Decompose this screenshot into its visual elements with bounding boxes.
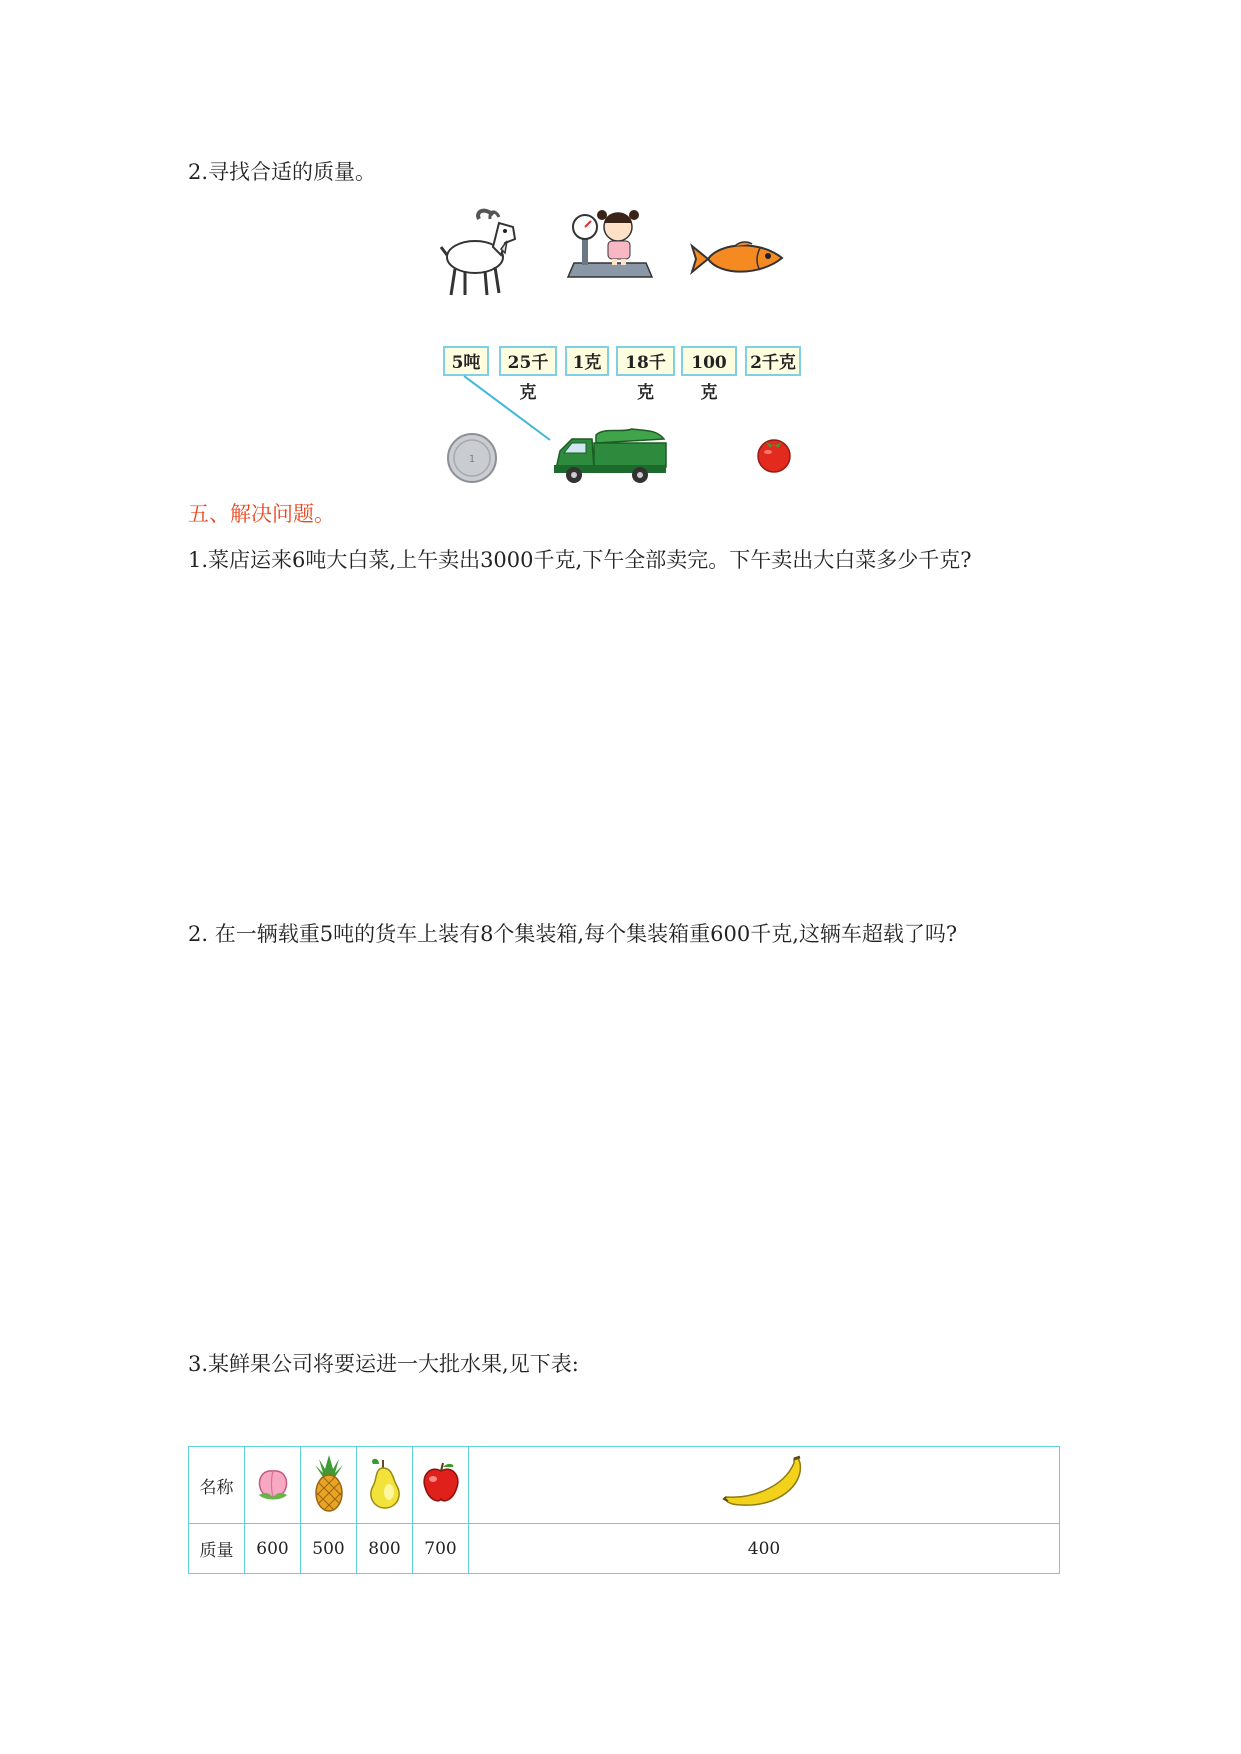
problem-1: 1.菜店运来6吨大白菜,上午卖出3000千克,下午全部卖完。下午卖出大白菜多少千克? bbox=[188, 548, 972, 572]
weight-tag-25kg[interactable]: 25千克 bbox=[499, 346, 557, 376]
apple-weight: 700 bbox=[413, 1524, 469, 1574]
girl-on-scale-icon bbox=[560, 205, 660, 285]
fish-icon bbox=[690, 238, 790, 280]
pineapple-weight: 500 bbox=[301, 1524, 357, 1574]
coin-icon bbox=[446, 432, 498, 484]
goat-icon bbox=[435, 205, 525, 300]
weight-label: 质量 bbox=[189, 1524, 245, 1574]
name-label: 名称 bbox=[189, 1447, 245, 1524]
truck-icon bbox=[552, 425, 670, 487]
pineapple-icon bbox=[309, 1453, 349, 1513]
pear-weight: 800 bbox=[357, 1524, 413, 1574]
problem-3: 3.某鲜果公司将要运进一大批水果,见下表: bbox=[188, 1352, 579, 1376]
question-2-title: 2.寻找合适的质量。 bbox=[188, 160, 377, 184]
weight-tag-100g[interactable]: 100克 bbox=[681, 346, 737, 376]
table-row bbox=[189, 1447, 1060, 1524]
peach-weight: 600 bbox=[245, 1524, 301, 1574]
weight-tag-18kg[interactable]: 18千克 bbox=[616, 346, 675, 376]
tomato-icon bbox=[754, 434, 794, 474]
weight-tag-5t[interactable]: 5吨 bbox=[443, 346, 489, 376]
section-heading: 五、解决问题。 bbox=[188, 502, 335, 526]
banana-icon bbox=[722, 1455, 806, 1511]
fruit-table bbox=[188, 1446, 1060, 1574]
table-row bbox=[189, 1524, 1060, 1574]
banana-weight: 400 bbox=[469, 1524, 1060, 1574]
weight-tag-2kg[interactable]: 2千克 bbox=[745, 346, 801, 376]
peach-icon bbox=[251, 1461, 295, 1505]
apple-icon bbox=[419, 1461, 463, 1505]
weight-tag-1g[interactable]: 1克 bbox=[565, 346, 609, 376]
svg-text:1: 1 bbox=[468, 454, 476, 465]
problem-2: 2. 在一辆载重5吨的货车上装有8个集装箱,每个集装箱重600千克,这辆车超载了吗? bbox=[188, 922, 958, 946]
pear-icon bbox=[365, 1456, 405, 1510]
